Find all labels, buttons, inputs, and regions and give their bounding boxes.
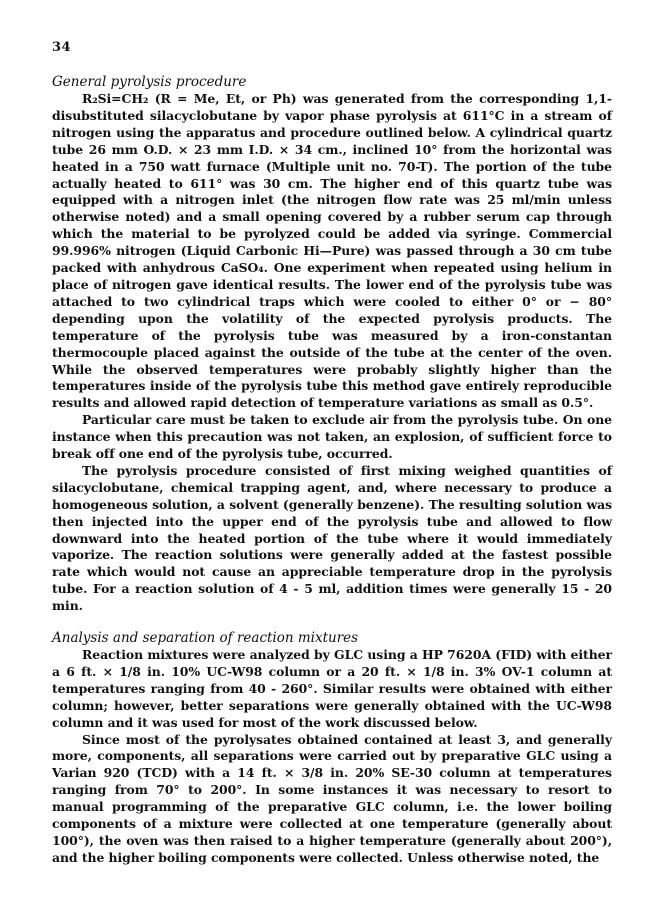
paragraph: Reaction mixtures were analyzed by GLC using a HP 7620A (FID) with either a 6 ft. × 1/8 in. 10% UC-W98 column or a 20 ft. × 1/8 in. 3% OV-1 column at temperatures ranging from 40 - 260°. Similar results were obtained with either column; however, better separations were generally obtained with the UC-W98 column and it was used for most of the work discussed below. <box>52 647 612 730</box>
paragraph: Since most of the pyrolysates obtained contained at least 3, and generally more, components, all separations were carried out by preparative GLC using a Varian 920 (TCD) with a 14 ft. × 3/8 in. 20% SE-30 column at temperatures ranging from 70° to 200°. In some instances it was necessary to resort to manual programming of the preparative GLC column, i.e. the lower boiling components of a mixture were collected at one temperature (generally about 100°), the oven was then raised to a higher temperature (generally about 200°), and the higher boiling components were collected. Unless otherwise noted, the <box>52 731 612 865</box>
paragraph <box>52 91 612 412</box>
paragraph-text: (R = Me, Et, or Ph) was generated from the corresponding 1,1-disubstituted silacyclobutane by vapor phase pyrolysis at 611°C in a stream of nitrogen using the apparatus and procedure outlined below. A cylindrical quartz tube 26 mm O.D. × 23 mm I.D. × 34 cm., inclined 10° from the horizontal was heated in a 750 watt furnace (Multiple unit no. 70-T). The portion of the tube actually heated to 611° was 30 cm. The higher end of this quartz tube was equipped with a nitrogen inlet (the nitrogen flow rate was 25 ml/min unless otherwise noted) and a small opening covered by a rubber serum cap through which the material to be pyrolyzed could be added via syringe. Commercial 99.996% nitrogen (Liquid Carbonic Hi—Pure) was passed through a 30 cm tube packed with anhydrous CaSO₄. One experiment when repeated using helium in place of nitrogen gave identical results. The lower end of the pyrolysis tube was attached to two cylindrical traps which were cooled to either 0° or − 80° depending upon the volatility of the expected pyrolysis products. The temperature of the pyrolysis tube was measured by a iron-constantan thermocouple placed against the outside of the tube at the center of the oven. While the observed temperatures were probably slightly higher than the temperatures inside of the pyrolysis tube this method gave entirely reproducible results and allowed rapid detection of temperature variations as small as 0.5°. <box>52 91 612 411</box>
section-heading: Analysis and separation of reaction mixtures <box>52 630 359 646</box>
section-analysis-and-separation <box>52 630 612 867</box>
paragraph: Particular care must be taken to exclude air from the pyrolysis tube. On one instance when this precaution was not taken, an explosion, of sufficient force to break off one end of the pyrolysis tube, occurred. <box>52 412 612 462</box>
paragraph: The pyrolysis procedure consisted of first mixing weighed quantities of silacyclobutane, chemical trapping agent, and, where necessary to produce a homogeneous solution, a solvent (generally benzene). The resulting solution was then injected into the upper end of the pyrolysis tube and allowed to flow downward into the heated portion of the tube where it would immediately vaporize. The reaction solutions were generally added at the fastest possible rate which would not cause an appreciable temperature drop in the pyrolysis tube. For a reaction solution of 4 - 5 ml, addition times were generally 15 - 20 min. <box>52 462 612 614</box>
section-general-pyrolysis-procedure <box>52 74 612 615</box>
lead-formula: R₂Si=CH₂ <box>82 91 149 106</box>
page-number: 34 <box>52 40 72 55</box>
section-heading: General pyrolysis procedure <box>52 74 247 90</box>
